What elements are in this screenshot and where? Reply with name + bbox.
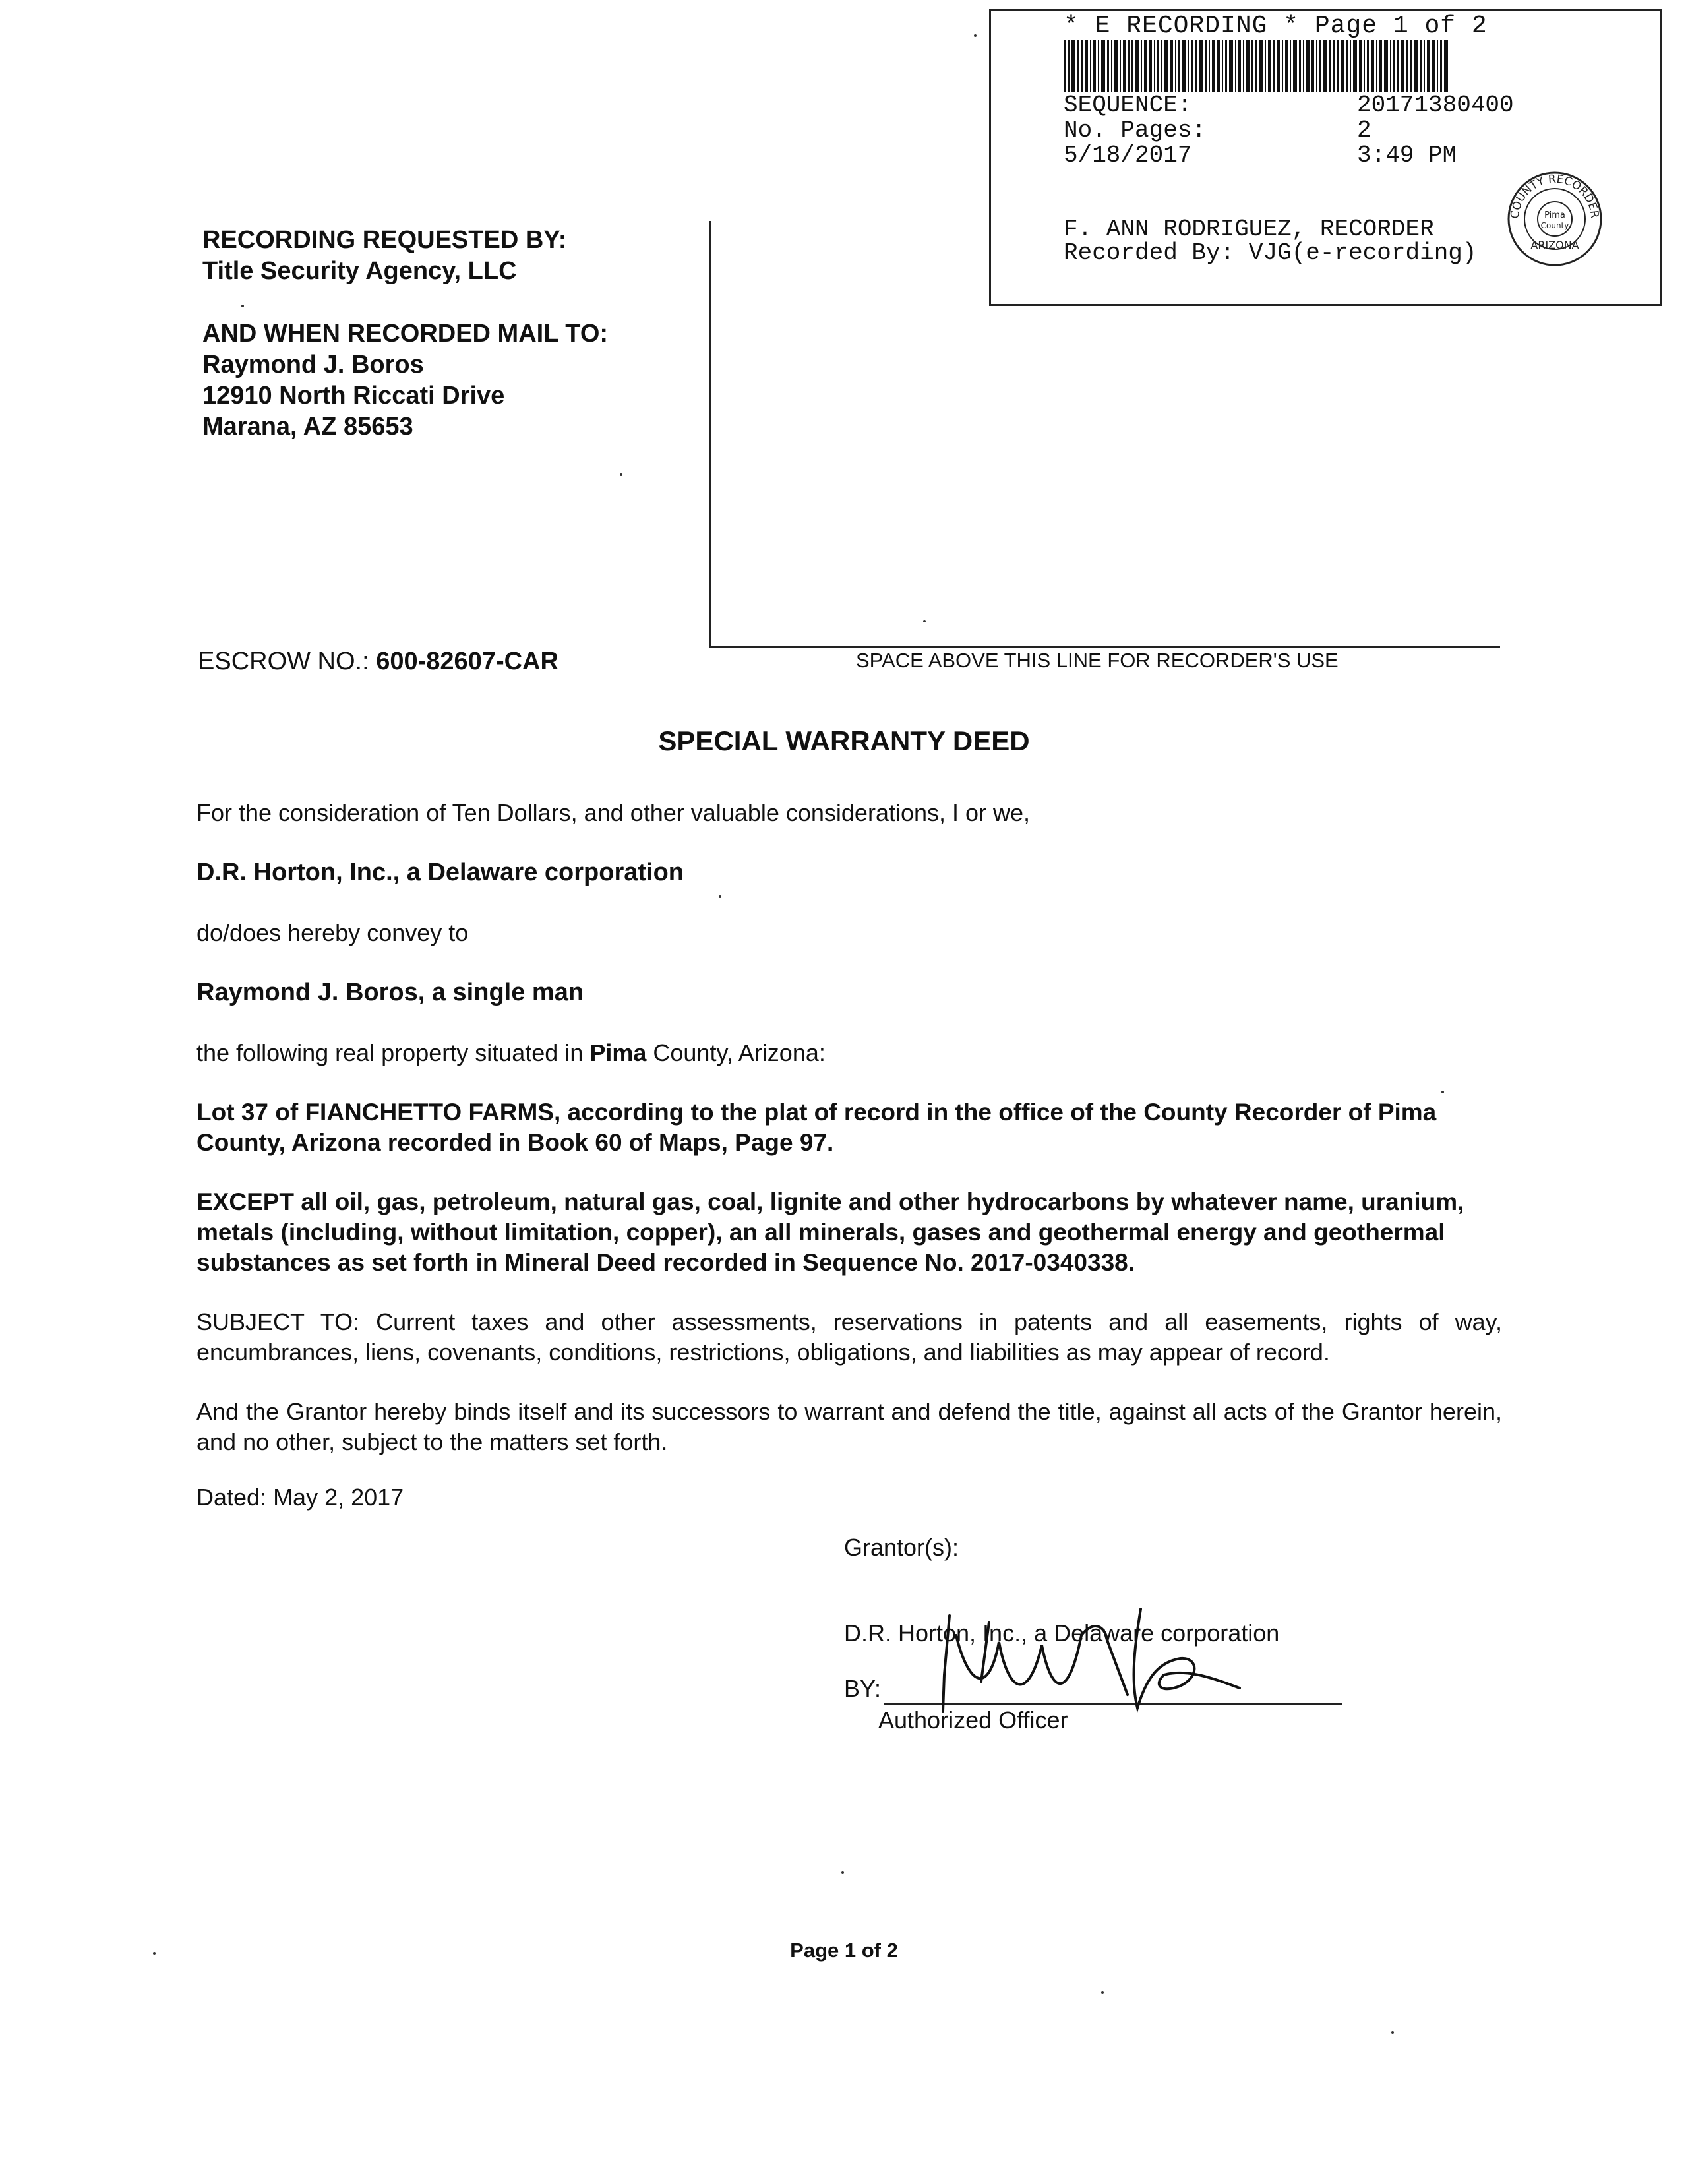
barcode-bar — [1064, 40, 1066, 92]
svg-text:ARIZONA: ARIZONA — [1530, 239, 1579, 251]
grantor-label: Grantor(s): — [844, 1534, 959, 1561]
barcode-bar — [1222, 40, 1223, 92]
barcode-bar — [1135, 40, 1139, 92]
barcode-bar — [1188, 40, 1189, 92]
scan-speck — [974, 34, 977, 37]
barcode-bar — [1085, 40, 1088, 92]
convey-text: do/does hereby convey to — [196, 919, 469, 946]
barcode-bar — [1303, 40, 1304, 92]
barcode-bar — [1101, 40, 1105, 92]
stamp-recorder: F. ANN RODRIGUEZ, RECORDER — [1064, 216, 1434, 243]
barcode-bar — [1277, 40, 1280, 92]
signature-entity: D.R. Horton, Inc., a Delaware corporation — [844, 1620, 1280, 1647]
barcode-bar — [1195, 40, 1197, 92]
barcode-bar — [1209, 40, 1210, 92]
barcode-bar — [1367, 40, 1369, 92]
barcode-bar — [1154, 40, 1155, 92]
mail-to-name: Raymond J. Boros — [202, 351, 424, 379]
barcode-bar — [1175, 40, 1176, 92]
barcode-bar — [1401, 40, 1404, 92]
recording-requested-heading: RECORDING REQUESTED BY: — [202, 226, 567, 254]
recorder-box-vertical-rule — [709, 221, 711, 646]
svg-text:Pima: Pima — [1544, 210, 1565, 220]
barcode-bar — [1427, 40, 1430, 92]
barcode-bar — [1285, 40, 1288, 92]
scan-speck — [241, 305, 244, 307]
barcode-bar — [1273, 40, 1275, 92]
stamp-pages-row — [1064, 118, 1644, 144]
scan-speck — [153, 1952, 156, 1955]
recorder-space-rule — [709, 646, 1500, 648]
grantor-name: D.R. Horton, Inc., a Delaware corporation — [196, 859, 684, 886]
barcode-bar — [1217, 40, 1220, 92]
escrow-number — [198, 648, 558, 676]
barcode-bar — [1107, 40, 1109, 92]
barcode-bar — [1410, 40, 1412, 92]
mail-to-heading: AND WHEN RECORDED MAIL TO: — [202, 320, 609, 348]
barcode-bar — [1397, 40, 1399, 92]
dated-text: Dated: May 2, 2017 — [196, 1484, 404, 1511]
barcode-bar — [1205, 40, 1207, 92]
barcode-bar — [1212, 40, 1215, 92]
barcode-bar — [1268, 40, 1271, 92]
barcode-bar — [1068, 40, 1070, 92]
handwritten-signature-icon — [910, 1596, 1253, 1728]
recording-stamp — [989, 9, 1662, 306]
barcode-bar — [1440, 40, 1442, 92]
barcode-bar — [1255, 40, 1257, 92]
stamp-recorded-by: Recorded By: VJG(e-recording) — [1064, 241, 1477, 266]
barcode-bar — [1225, 40, 1227, 92]
barcode-bar — [1191, 40, 1193, 92]
barcode-bar — [1128, 40, 1130, 92]
barcode-bar — [1170, 40, 1173, 92]
barcode-bar — [1123, 40, 1126, 92]
barcode-bar — [1161, 40, 1162, 92]
barcode-bar — [1090, 40, 1091, 92]
grantee-name: Raymond J. Boros, a single man — [196, 979, 584, 1006]
barcode-bar — [1131, 40, 1133, 92]
escrow-label: ESCROW NO.: — [198, 648, 377, 675]
stamp-sequence-value: 20171380400 — [1357, 92, 1514, 119]
property-intro — [196, 1038, 1502, 1068]
barcode-bar — [1329, 40, 1331, 92]
barcode-bar — [1444, 40, 1448, 92]
scan-speck — [719, 895, 721, 898]
county-seal-icon — [1505, 169, 1604, 268]
barcode-bar — [1235, 40, 1236, 92]
barcode-bar — [1337, 40, 1339, 92]
barcode-bar — [1246, 40, 1250, 92]
barcode-bar — [1114, 40, 1118, 92]
barcode-bar — [1393, 40, 1395, 92]
barcode-bar — [1251, 40, 1253, 92]
subject-to-text: SUBJECT TO: Current taxes and other assessments, reservations in patents and all easements, rights of way, encumbrances, liens, covenants, conditions, restrictions, obligations, and liabilities as may appear of record. — [196, 1308, 1502, 1366]
page-number: Page 1 of 2 — [790, 1939, 898, 1962]
barcode-bar — [1371, 40, 1374, 92]
mineral-exception: EXCEPT all oil, gas, petroleum, natural gas, coal, lignite and other hydrocarbons by whatever name, uranium, metals (including, without limitation, copper), an all minerals, gases and geothermal energy and geothermal substances as set forth in Mineral Deed recorded in Sequence No. 2017-0340338. — [196, 1188, 1464, 1276]
barcode-bar — [1144, 40, 1147, 92]
barcode-bar — [1164, 40, 1168, 92]
document-title: SPECIAL WARRANTY DEED — [658, 725, 1030, 756]
barcode-bar — [1364, 40, 1365, 92]
stamp-sequence-label: SEQUENCE: — [1064, 92, 1192, 119]
barcode-bar — [1081, 40, 1083, 92]
stamp-date: 5/18/2017 — [1064, 142, 1192, 169]
legal-description: Lot 37 of FIANCHETTO FARMS, according to the plat of record in the office of the County Recorder of Pima County, Arizona recorded in Book 60 of Maps, Page 97. — [196, 1099, 1437, 1156]
barcode-bar — [1350, 40, 1351, 92]
barcode-bar — [1098, 40, 1099, 92]
barcode-bar — [1376, 40, 1377, 92]
barcode-bar — [1149, 40, 1152, 92]
stamp-pages-label: No. Pages: — [1064, 117, 1207, 144]
barcode-bar — [1238, 40, 1241, 92]
svg-text:County: County — [1540, 221, 1569, 230]
barcode-bar — [1093, 40, 1096, 92]
property-intro-suffix: County, Arizona: — [646, 1039, 826, 1066]
barcode-bar — [1157, 40, 1159, 92]
barcode-bar — [1379, 40, 1382, 92]
mail-to-city: Marana, AZ 85653 — [202, 413, 413, 440]
barcode-bar — [1120, 40, 1121, 92]
barcode-bar — [1141, 40, 1142, 92]
barcode-bar — [1432, 40, 1435, 92]
barcode-bar — [1293, 40, 1297, 92]
stamp-pages-value: 2 — [1357, 117, 1372, 144]
barcode-bar — [1353, 40, 1357, 92]
barcode-bar — [1071, 40, 1075, 92]
stamp-datetime-row — [1064, 143, 1644, 169]
barcode-bar — [1359, 40, 1362, 92]
barcode-bar — [1437, 40, 1438, 92]
scan-speck — [620, 473, 622, 476]
barcode-bar — [1346, 40, 1348, 92]
barcode-bar — [1420, 40, 1422, 92]
barcode-bar — [1265, 40, 1266, 92]
recording-requested-name: Title Security Agency, LLC — [202, 257, 517, 285]
consideration-text: For the consideration of Ten Dollars, and other valuable considerations, I or we, — [196, 799, 1031, 826]
property-county: Pima — [589, 1039, 647, 1066]
recorder-space-note: SPACE ABOVE THIS LINE FOR RECORDER'S USE — [856, 649, 1339, 672]
barcode-bar — [1243, 40, 1244, 92]
barcode-bar — [1229, 40, 1233, 92]
warranty-text: And the Grantor hereby binds itself and its successors to warrant and defend the title, against all acts of the Grantor herein, and no other, subject to the matters set forth. — [196, 1398, 1502, 1455]
barcode-bar — [1390, 40, 1391, 92]
barcode-bar — [1323, 40, 1327, 92]
barcode-bar — [1111, 40, 1112, 92]
stamp-title: * E RECORDING * Page 1 of 2 — [1064, 14, 1488, 40]
stamp-time: 3:49 PM — [1357, 142, 1457, 169]
scan-speck — [1441, 1091, 1444, 1093]
barcode-bar — [1182, 40, 1186, 92]
barcode — [1064, 40, 1617, 92]
barcode-bar — [1199, 40, 1203, 92]
barcode-bar — [1299, 40, 1301, 92]
barcode-bar — [1384, 40, 1388, 92]
scan-speck — [1391, 2031, 1394, 2034]
barcode-bar — [1333, 40, 1335, 92]
barcode-bar — [1424, 40, 1425, 92]
signer-title: Authorized Officer — [878, 1707, 1068, 1734]
barcode-bar — [1341, 40, 1344, 92]
barcode-bar — [1306, 40, 1310, 92]
barcode-bar — [1414, 40, 1418, 92]
barcode-bar — [1316, 40, 1317, 92]
scan-speck — [923, 620, 926, 622]
svg-text:COUNTY RECORDER: COUNTY RECORDER — [1508, 172, 1602, 220]
barcode-bar — [1319, 40, 1321, 92]
barcode-bar — [1178, 40, 1180, 92]
barcode-bar — [1290, 40, 1291, 92]
by-label: BY: — [844, 1675, 882, 1702]
scan-speck — [841, 1871, 844, 1874]
escrow-value: 600-82607-CAR — [376, 648, 558, 675]
barcode-bar — [1406, 40, 1408, 92]
scan-speck — [1101, 1991, 1104, 1994]
property-intro-prefix: the following real property situated in — [196, 1039, 590, 1066]
stamp-sequence-row — [1064, 93, 1644, 119]
barcode-bar — [1282, 40, 1283, 92]
barcode-bar — [1077, 40, 1079, 92]
barcode-bar — [1311, 40, 1314, 92]
barcode-bar — [1259, 40, 1263, 92]
mail-to-street: 12910 North Riccati Drive — [202, 382, 505, 410]
